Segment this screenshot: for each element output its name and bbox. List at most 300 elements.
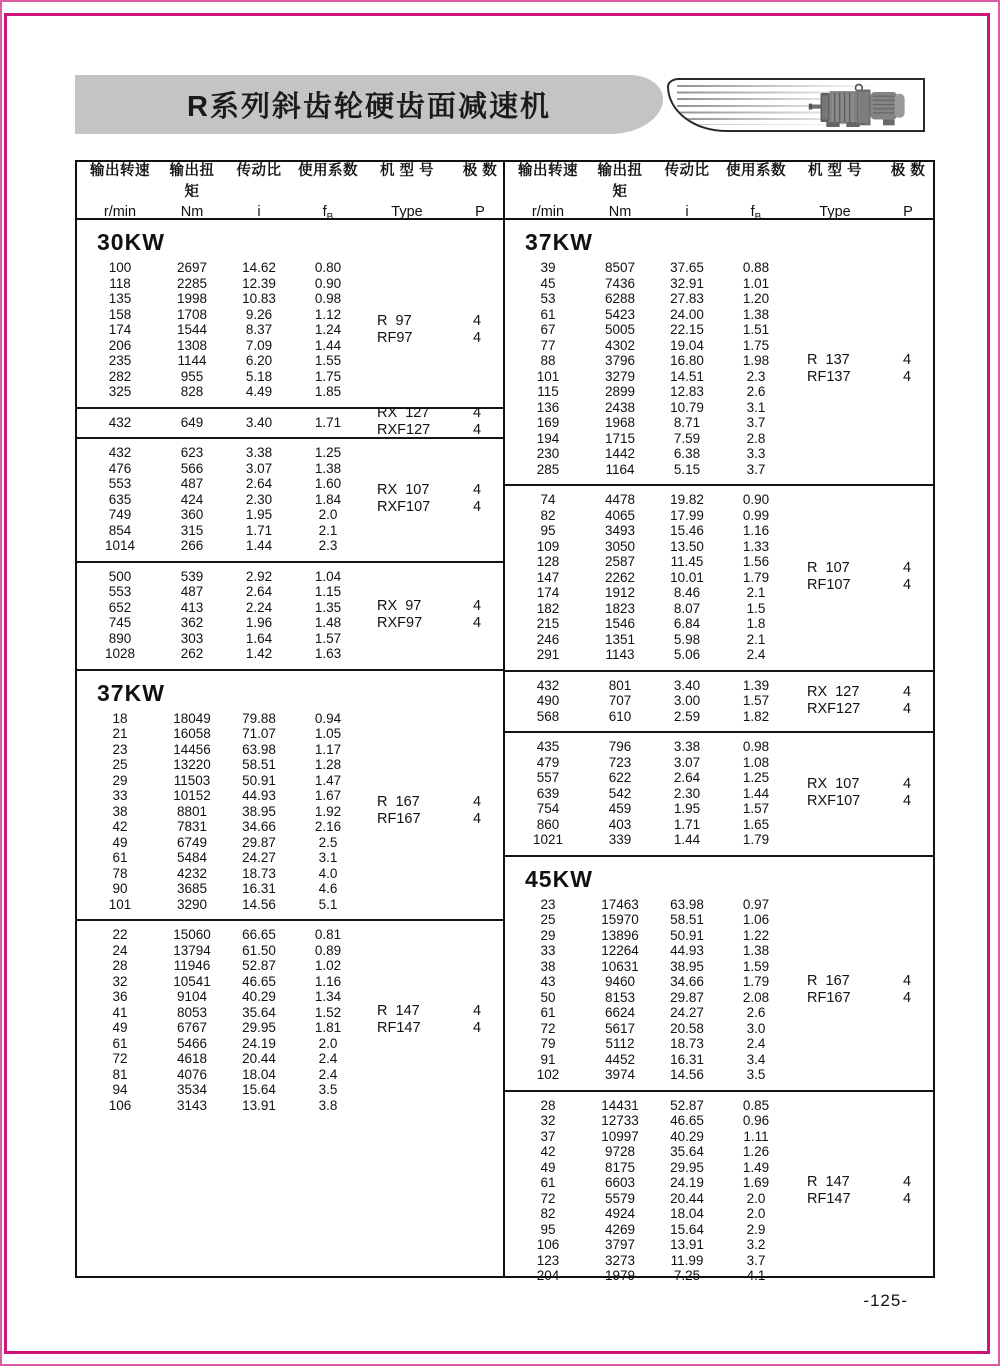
table-cell: 2.30 — [245, 491, 273, 507]
table-cell: 135 — [108, 291, 132, 306]
table-cell: 1.44 — [245, 538, 273, 553]
table-cell: 487 — [180, 584, 204, 599]
table-cell: 435 — [536, 739, 560, 754]
data-rows — [505, 260, 787, 477]
table-row — [77, 492, 359, 508]
table-cell: 325 — [108, 384, 132, 399]
table-cell: 29.87 — [670, 989, 704, 1005]
model-type: R 147 — [377, 1003, 420, 1019]
table-cell: 3143 — [176, 1097, 208, 1113]
table-cell: 723 — [608, 754, 632, 770]
table-cell: 3534 — [176, 1082, 208, 1097]
model-type-line — [357, 405, 503, 422]
table-row — [505, 539, 787, 555]
table-row — [505, 492, 787, 508]
table-cell: 35.64 — [242, 1004, 276, 1020]
table-row — [77, 1067, 359, 1083]
table-cell: 7.59 — [673, 430, 701, 446]
table-cell: 9460 — [604, 974, 636, 989]
table-cell: 36 — [112, 989, 128, 1004]
table-cell: 1.24 — [314, 322, 342, 337]
table-cell: 32.91 — [670, 275, 704, 291]
table-cell: 4452 — [604, 1051, 636, 1067]
table-cell: 5484 — [176, 850, 208, 865]
table-cell: 5.18 — [245, 368, 273, 384]
table-cell: 568 — [536, 708, 560, 724]
table-cell: 1.82 — [742, 708, 770, 724]
table-cell: 10997 — [601, 1128, 639, 1144]
table-cell: 235 — [108, 353, 132, 368]
table-cell: 3974 — [604, 1067, 636, 1082]
table-cell: 20.44 — [670, 1190, 704, 1206]
pole-count: 4 — [472, 811, 482, 828]
table-row — [505, 943, 787, 959]
model-type-cell — [787, 739, 933, 848]
table-cell: 1.5 — [746, 600, 766, 616]
table-cell: 9728 — [604, 1144, 636, 1159]
table-row — [505, 384, 787, 400]
table-row — [77, 835, 359, 851]
table-cell: 77 — [540, 337, 556, 353]
table-cell: 1.8 — [746, 616, 766, 631]
table-cell: 8153 — [604, 989, 636, 1005]
table-row — [505, 1191, 787, 1207]
table-row — [77, 1098, 359, 1114]
table-cell: 0.99 — [742, 507, 770, 523]
model-type-line — [787, 793, 933, 810]
table-cell: 1.02 — [314, 958, 342, 973]
table-cell: 1.71 — [245, 522, 273, 538]
table-cell: 58.51 — [242, 757, 276, 772]
table-cell: 1.75 — [314, 368, 342, 384]
table-row — [77, 989, 359, 1005]
table-row — [77, 726, 359, 742]
table-cell: 49 — [112, 1020, 128, 1035]
table-cell: 13.91 — [242, 1097, 276, 1113]
table-cell: 3.1 — [746, 399, 766, 415]
table-cell: 5.98 — [673, 631, 701, 647]
table-row — [77, 384, 359, 400]
table-row — [505, 974, 787, 990]
table-cell: 8053 — [176, 1004, 208, 1020]
table-row — [77, 958, 359, 974]
table-cell: 101 — [108, 896, 132, 912]
spec-block-content — [77, 260, 503, 400]
table-row — [505, 1036, 787, 1052]
table-cell: 1308 — [176, 337, 208, 353]
table-cell: 459 — [608, 801, 632, 816]
table-cell: 147 — [536, 569, 560, 585]
data-rows — [77, 927, 359, 1113]
table-cell: 424 — [180, 491, 204, 507]
column-header: r/min — [531, 204, 565, 221]
table-cell: 1.63 — [314, 646, 342, 661]
table-cell: 1028 — [104, 646, 136, 661]
pole-count: 4 — [902, 577, 912, 594]
spec-block — [505, 733, 933, 857]
table-cell: 5.1 — [318, 896, 338, 912]
table-cell: 6288 — [604, 291, 636, 306]
table-cell: 1351 — [604, 631, 636, 647]
table-cell: 4478 — [604, 492, 636, 507]
table-cell: 61 — [540, 1005, 556, 1020]
table-cell: 10.79 — [670, 399, 704, 415]
table-cell: 18.73 — [670, 1036, 704, 1051]
table-cell: 61 — [540, 306, 556, 322]
data-rows — [505, 739, 787, 848]
table-cell: 1.38 — [742, 306, 770, 322]
column-header: P — [475, 204, 485, 221]
column-header: 输出转速 — [90, 163, 150, 180]
table-cell: 2.3 — [318, 538, 338, 553]
model-type-line — [357, 499, 503, 516]
table-blocks — [77, 220, 503, 1276]
table-cell: 1.48 — [314, 615, 342, 630]
data-rows — [505, 897, 787, 1083]
table-cell: 25 — [112, 757, 128, 772]
table-row — [77, 538, 359, 554]
table-cell: 0.88 — [742, 260, 770, 275]
spec-block — [505, 672, 933, 734]
model-type: R 107 — [807, 560, 850, 577]
table-row — [505, 693, 787, 709]
table-row — [77, 866, 359, 882]
data-rows — [505, 492, 787, 663]
column-header: 传动比 — [664, 163, 710, 180]
table-cell: 109 — [536, 538, 560, 554]
table-cell: 490 — [536, 693, 560, 708]
model-type-line — [357, 330, 503, 347]
table-cell: 18049 — [173, 710, 211, 726]
table-cell: 487 — [180, 476, 204, 491]
table-cell: 95 — [540, 523, 556, 538]
table-cell: 14.62 — [242, 260, 276, 275]
table-cell: 3.40 — [673, 677, 701, 693]
table-cell: 38 — [540, 958, 556, 974]
table-cell: 24.19 — [242, 1035, 276, 1051]
table-row — [505, 1129, 787, 1145]
table-cell: 33 — [112, 788, 128, 803]
table-cell: 5.06 — [673, 647, 701, 662]
spec-block — [505, 220, 933, 486]
table-cell: 3.8 — [318, 1097, 338, 1113]
pole-count: 4 — [472, 482, 482, 499]
model-type-line — [787, 684, 933, 701]
table-cell: 246 — [536, 631, 560, 647]
table-cell: 6.38 — [673, 446, 701, 461]
table-cell: 622 — [608, 770, 632, 785]
gear-reducer-icon — [803, 82, 913, 132]
table-cell: 1.34 — [314, 989, 342, 1004]
table-cell: 44.93 — [242, 788, 276, 803]
power-section-label: 37KW — [97, 679, 165, 706]
table-cell: 24.27 — [242, 850, 276, 865]
model-type-cell — [787, 492, 933, 663]
table-cell: 40.29 — [242, 989, 276, 1004]
table-row — [505, 601, 787, 617]
table-cell: 1546 — [604, 616, 636, 631]
header-row-chinese — [77, 159, 503, 201]
table-cell: 1.52 — [314, 1004, 342, 1020]
table-cell: 0.85 — [742, 1097, 770, 1113]
table-cell: 3.5 — [746, 1067, 766, 1082]
table-row — [505, 338, 787, 354]
table-cell: 1.06 — [742, 912, 770, 927]
model-type: RX 127 — [807, 683, 860, 700]
table-cell: 3.7 — [746, 461, 766, 477]
spec-block-content — [77, 569, 503, 662]
pole-count: 4 — [472, 794, 482, 811]
model-type: RF97 — [377, 329, 413, 346]
table-row — [505, 1237, 787, 1253]
table-cell: 2.64 — [245, 476, 273, 491]
table-cell: 0.97 — [742, 896, 770, 912]
table-cell: 72 — [540, 1190, 556, 1206]
table-cell: 2.9 — [746, 1221, 766, 1237]
table-cell: 282 — [108, 368, 132, 384]
pole-count: 4 — [902, 1190, 912, 1207]
table-cell: 12264 — [601, 943, 639, 958]
table-cell: 1.81 — [314, 1020, 342, 1035]
table-cell: 158 — [108, 306, 132, 322]
table-cell: 2.0 — [318, 507, 338, 522]
table-cell: 1143 — [605, 647, 635, 662]
table-row — [505, 462, 787, 478]
spec-block — [77, 220, 503, 409]
table-cell: 1.55 — [314, 353, 342, 368]
table-row — [77, 804, 359, 820]
table-row — [505, 1005, 787, 1021]
table-header — [505, 162, 933, 223]
table-row — [77, 600, 359, 616]
table-cell: 1.95 — [673, 801, 701, 816]
table-row — [505, 508, 787, 524]
spec-block-content — [77, 711, 503, 913]
table-cell: 1.59 — [742, 958, 770, 974]
table-cell: 33 — [540, 943, 556, 958]
title-banner — [75, 75, 663, 134]
table-row — [505, 801, 787, 817]
table-cell: 19.04 — [670, 337, 704, 353]
table-cell: 61.50 — [242, 942, 276, 958]
table-cell: 67 — [540, 322, 556, 337]
table-cell: 1.69 — [742, 1175, 770, 1190]
table-cell: 1.04 — [314, 568, 342, 584]
table-row — [505, 817, 787, 833]
header-row-chinese — [505, 159, 933, 201]
table-cell: 136 — [536, 399, 560, 415]
table-cell: 3.07 — [245, 460, 273, 476]
table-row — [505, 431, 787, 447]
model-type-cell — [787, 678, 933, 725]
table-cell: 13896 — [601, 927, 639, 943]
model-type: RXF127 — [807, 700, 861, 717]
model-type: R 137 — [807, 351, 850, 368]
model-type-cell — [357, 927, 503, 1113]
table-cell: 19.82 — [670, 492, 704, 507]
table-cell: 3.5 — [318, 1082, 338, 1097]
table-cell: 0.96 — [742, 1113, 770, 1128]
table-row — [505, 1160, 787, 1176]
model-type-line — [787, 1174, 933, 1191]
table-cell: 2.08 — [742, 989, 770, 1005]
table-cell: 362 — [180, 615, 204, 630]
model-type-cell — [787, 897, 933, 1083]
table-cell: 78 — [112, 865, 128, 881]
table-cell: 82 — [540, 1206, 556, 1221]
model-type: RF147 — [377, 1020, 421, 1036]
table-row — [77, 445, 359, 461]
model-type-cell — [357, 711, 503, 913]
table-cell: 1.33 — [742, 538, 770, 554]
table-cell: 749 — [108, 507, 132, 522]
table-row — [505, 959, 787, 975]
table-cell: 315 — [180, 522, 204, 538]
table-cell: 4618 — [176, 1051, 208, 1066]
table-cell: 46.65 — [670, 1113, 704, 1128]
table-row — [505, 709, 787, 725]
column-header: i — [685, 204, 689, 221]
table-cell: 652 — [108, 599, 132, 615]
column-header: 使用系数 — [726, 163, 786, 180]
table-cell: 1014 — [104, 538, 136, 553]
model-type: RXF107 — [807, 793, 861, 810]
table-cell: 639 — [536, 785, 560, 801]
table-cell: 43 — [540, 974, 556, 989]
table-cell: 174 — [108, 322, 132, 337]
spec-block-content — [505, 1098, 933, 1284]
table-cell: 623 — [180, 445, 204, 460]
table-cell: 476 — [108, 460, 132, 476]
table-cell: 291 — [536, 647, 560, 662]
table-row — [77, 1036, 359, 1052]
table-cell: 2.1 — [318, 522, 338, 538]
table-row — [505, 554, 787, 570]
table-cell: 14431 — [601, 1097, 639, 1113]
column-header: 传动比 — [236, 163, 282, 180]
table-row — [505, 990, 787, 1006]
table-row — [77, 1020, 359, 1036]
table-cell: 3.7 — [746, 1252, 766, 1268]
table-cell: 215 — [536, 616, 560, 631]
table-cell: 413 — [180, 599, 204, 615]
table-row — [505, 678, 787, 694]
table-cell: 7831 — [176, 819, 208, 834]
table-row — [505, 832, 787, 848]
model-type-cell — [357, 260, 503, 400]
table-cell: 1.84 — [314, 491, 342, 507]
model-type-line — [357, 482, 503, 499]
table-cell: 1.22 — [742, 927, 770, 943]
data-rows — [77, 569, 359, 662]
table-row — [505, 1222, 787, 1238]
table-cell: 0.94 — [314, 710, 342, 726]
table-cell: 194 — [536, 430, 560, 446]
pole-count: 4 — [472, 499, 482, 516]
table-cell: 63.98 — [242, 741, 276, 757]
table-cell: 2.1 — [746, 631, 766, 647]
table-cell: 18 — [112, 710, 128, 726]
table-cell: 1.49 — [742, 1159, 770, 1175]
table-cell: 1998 — [176, 291, 208, 306]
table-cell: 955 — [180, 368, 204, 384]
table-cell: 16.31 — [242, 881, 276, 896]
table-cell: 15.64 — [242, 1082, 276, 1097]
table-row — [505, 307, 787, 323]
table-cell: 50 — [540, 989, 556, 1005]
table-cell: 90 — [112, 881, 128, 896]
table-cell: 303 — [180, 630, 204, 646]
table-cell: 3796 — [604, 353, 636, 368]
table-cell: 1164 — [605, 461, 635, 477]
pole-count: 4 — [902, 793, 912, 810]
table-row — [77, 788, 359, 804]
model-type-line — [357, 598, 503, 615]
table-cell: 94 — [112, 1082, 128, 1097]
table-row — [505, 1253, 787, 1269]
pole-count: 4 — [472, 312, 482, 329]
table-cell: 1823 — [604, 600, 636, 616]
table-cell: 2.30 — [673, 785, 701, 801]
table-cell: 45 — [540, 275, 556, 291]
table-row — [505, 1268, 787, 1284]
table-cell: 52.87 — [242, 958, 276, 973]
table-cell: 432 — [108, 414, 132, 430]
spec-block-content — [505, 678, 933, 725]
table-cell: 1.47 — [314, 772, 342, 788]
table-cell: 18.04 — [670, 1206, 704, 1221]
table-cell: 2.6 — [746, 1005, 766, 1020]
table-cell: 38 — [112, 803, 128, 819]
table-cell: 15970 — [601, 912, 639, 927]
table-cell: 1.75 — [742, 337, 770, 353]
table-cell: 13.50 — [670, 538, 704, 554]
table-cell: 1979 — [604, 1268, 636, 1283]
table-cell: 1.16 — [314, 973, 342, 989]
table-row — [77, 646, 359, 662]
table-row — [505, 353, 787, 369]
spec-block-content — [77, 445, 503, 554]
table-cell: 5.15 — [673, 461, 701, 477]
table-row — [505, 570, 787, 586]
table-cell: 539 — [180, 568, 204, 584]
table-row — [77, 850, 359, 866]
table-cell: 5579 — [604, 1190, 636, 1206]
table-cell: 17463 — [601, 896, 639, 912]
table-cell: 1.79 — [742, 974, 770, 989]
table-cell: 542 — [608, 785, 632, 801]
table-cell: 3.00 — [673, 693, 701, 708]
spec-block — [77, 671, 503, 922]
table-row — [77, 631, 359, 647]
pole-count: 4 — [902, 972, 912, 989]
pole-count: 4 — [472, 329, 482, 346]
model-type-line — [787, 577, 933, 594]
model-type: RF107 — [807, 577, 851, 594]
table-row — [77, 943, 359, 959]
pole-count: 4 — [902, 683, 912, 700]
table-row — [505, 523, 787, 539]
table-cell: 553 — [108, 584, 132, 599]
column-header: r/min — [103, 204, 137, 221]
table-cell: 1.85 — [314, 384, 342, 399]
table-row — [505, 1206, 787, 1222]
table-cell: 0.90 — [742, 492, 770, 507]
table-row — [77, 476, 359, 492]
table-row — [77, 322, 359, 338]
table-cell: 754 — [536, 801, 560, 816]
table-cell: 3493 — [604, 523, 636, 538]
